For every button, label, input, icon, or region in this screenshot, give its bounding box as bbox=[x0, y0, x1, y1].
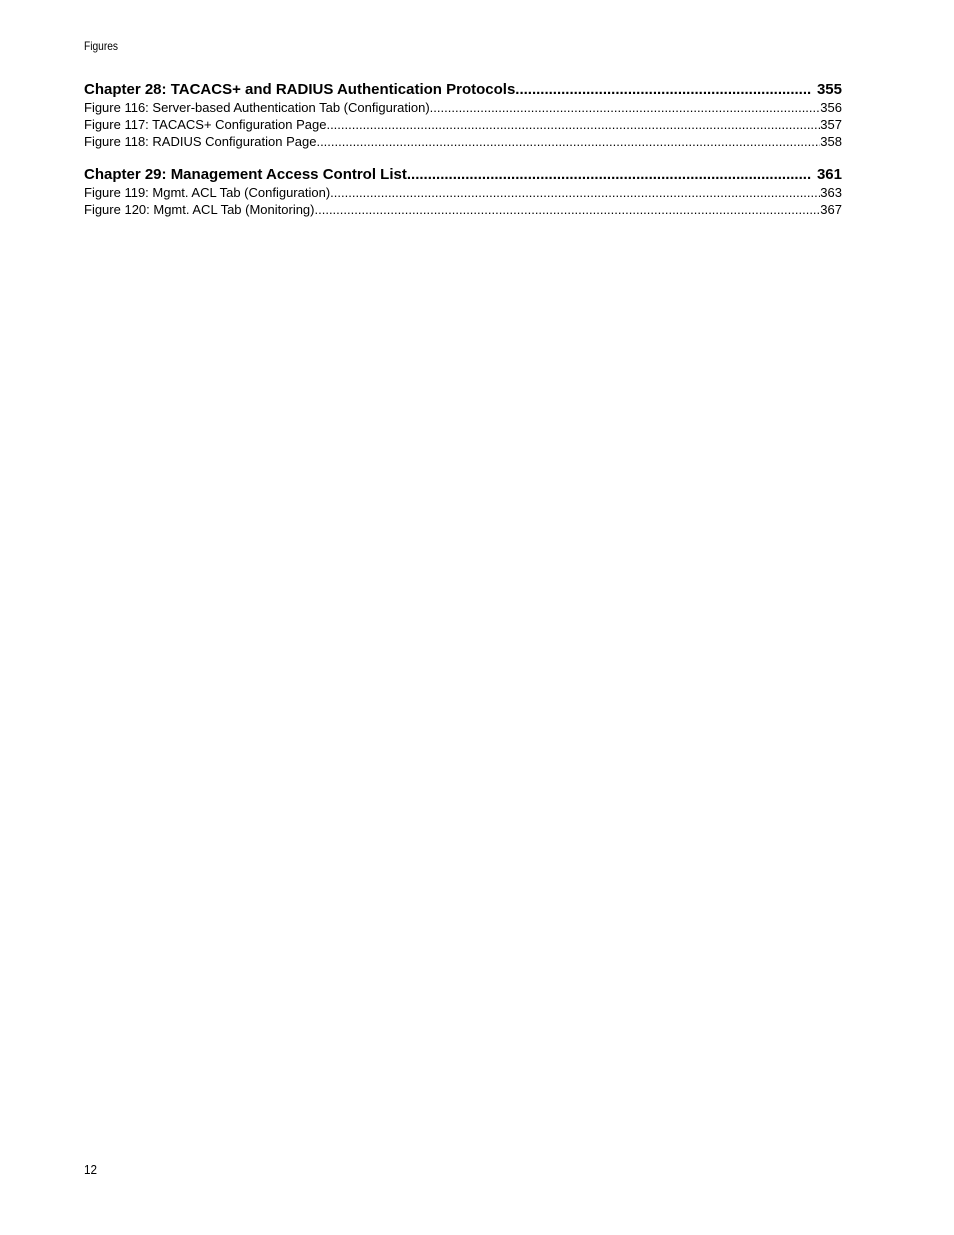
toc-figure-title: Figure 118: RADIUS Configuration Page bbox=[84, 134, 317, 149]
toc-figure-entry[interactable] bbox=[84, 116, 842, 133]
toc-chapter-page: 361 bbox=[816, 166, 842, 183]
toc-chapter-page: 355 bbox=[816, 81, 842, 98]
toc-chapter-28 bbox=[84, 80, 842, 150]
toc-figure-page: 358 bbox=[820, 134, 842, 149]
dot-leader bbox=[407, 165, 811, 184]
table-of-figures bbox=[84, 80, 842, 218]
toc-chapter-title: Chapter 29: Management Access Control List bbox=[84, 166, 407, 183]
toc-chapter-entry[interactable] bbox=[84, 165, 842, 184]
dot-leader bbox=[515, 80, 811, 99]
toc-figure-entry[interactable] bbox=[84, 184, 842, 201]
toc-figure-page: 356 bbox=[820, 100, 842, 115]
toc-chapter-entry[interactable] bbox=[84, 80, 842, 99]
toc-figure-page: 367 bbox=[820, 202, 842, 217]
dot-leader bbox=[326, 116, 820, 133]
dot-leader bbox=[315, 201, 821, 218]
dot-leader bbox=[316, 133, 820, 150]
toc-chapter-29 bbox=[84, 165, 842, 218]
toc-figure-title: Figure 116: Server-based Authentication Tab (Configuration) bbox=[84, 100, 430, 115]
toc-figure-title: Figure 119: Mgmt. ACL Tab (Configuration) bbox=[84, 185, 331, 200]
toc-figure-page: 363 bbox=[820, 185, 842, 200]
toc-figure-title: Figure 120: Mgmt. ACL Tab (Monitoring) bbox=[84, 202, 315, 217]
dot-leader bbox=[330, 184, 820, 201]
toc-figure-entry[interactable] bbox=[84, 99, 842, 116]
page-number: 12 bbox=[84, 1162, 98, 1177]
running-header: Figures bbox=[84, 39, 119, 53]
toc-figure-entry[interactable] bbox=[84, 133, 842, 150]
toc-figure-title: Figure 117: TACACS+ Configuration Page bbox=[84, 117, 327, 132]
toc-figure-entry[interactable] bbox=[84, 201, 842, 218]
toc-figure-page: 357 bbox=[820, 117, 842, 132]
dot-leader bbox=[430, 99, 821, 116]
toc-chapter-title: Chapter 28: TACACS+ and RADIUS Authentication Protocols bbox=[84, 81, 516, 98]
